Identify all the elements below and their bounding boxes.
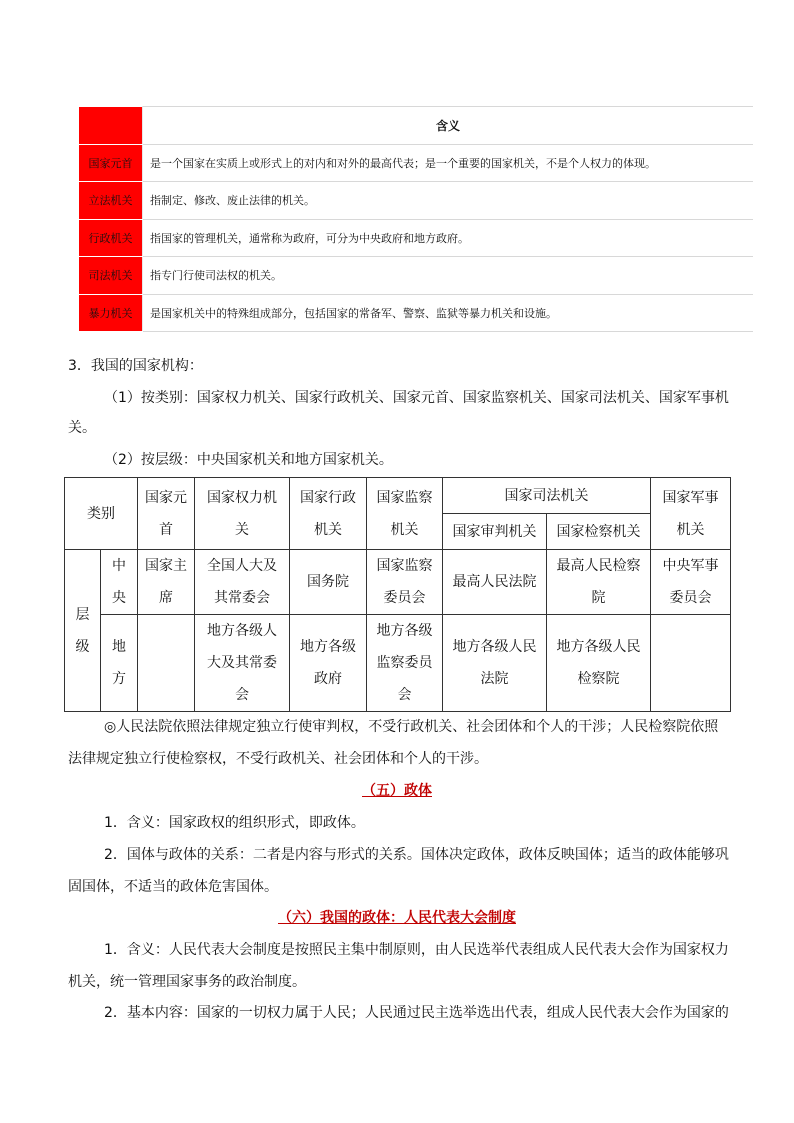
table-row [79,182,753,220]
section-6-p2: 2．基本内容：国家的一切权力属于人民；人民通过民主选举选出代表，组成人民代表大会作为国家的 [104,1005,729,1021]
table-header-row [79,107,753,145]
header-power-organ: 国家权力机 关 [195,478,290,550]
definition-cell: 是一个国家在实质上或形式上的对内和对外的最高代表；是一个重要的国家机关，不是个人权力的体现。 [143,144,754,182]
term-cell: 行政机关 [79,219,143,257]
central-court-cell: 最高人民法院 [443,550,547,615]
paragraph-3-2: （2）按层级：中央国家机关和地方国家机关。 [104,452,393,468]
table-row [79,144,753,182]
definition-cell: 指专门行使司法权的机关。 [143,257,754,295]
section-5-p2b: 固国体，不适当的政体危害国体。 [68,879,278,895]
header-head-of-state: 国家元 首 [138,478,195,550]
header-category: 类别 [65,478,138,550]
local-military-cell [651,615,731,712]
term-cell: 立法机关 [79,182,143,220]
central-admin-cell: 国务院 [290,550,367,615]
section-5-p2a: 2．国体与政体的关系：二者是内容与形式的关系。国体决定政体，政体反映国体；适当的政体能够巩 [104,847,729,863]
paragraph-3-1a: （1）按类别：国家权力机关、国家行政机关、国家元首、国家监察机关、国家司法机关、国家军事机 [104,390,729,406]
central-label: 中 央 [101,550,138,615]
paragraph-3: 3．我国的国家机构： [68,358,203,374]
local-admin-cell: 地方各级 政府 [290,615,367,712]
section-6-p1a: 1．含义：人民代表大会制度是按照民主集中制原则，由人民选举代表组成人民代表大会作为国家权力 [104,942,729,958]
organ-definition-table [79,106,753,332]
state-organs-table [64,477,731,712]
header-court: 国家审判机关 [443,514,547,550]
section-5-title: （五）政体 [362,783,432,799]
header-judicial-organ: 国家司法机关 [443,478,651,514]
header-supervision-organ: 国家监察 机关 [367,478,443,550]
paragraph-3-1b: 关。 [68,420,96,436]
definition-cell: 是国家机关中的特殊组成部分，包括国家的常备军、警察、监狱等暴力机关和设施。 [143,294,754,332]
central-head-cell: 国家主 席 [138,550,195,615]
definition-cell: 指制定、修改、废止法律的机关。 [143,182,754,220]
header-procuratorate: 国家检察机关 [547,514,651,550]
note-line-1: ◎人民法院依照法律规定独立行使审判权，不受行政机关、社会团体和个人的干涉；人民检察院依照 [104,719,719,735]
definition-cell: 指国家的管理机关，通常称为政府，可分为中央政府和地方政府。 [143,219,754,257]
central-military-cell: 中央军事 委员会 [651,550,731,615]
term-cell: 司法机关 [79,257,143,295]
section-6-title: （六）我国的政体：人民代表大会制度 [278,910,516,926]
local-supervision-cell: 地方各级 监察委员 会 [367,615,443,712]
header-blank-cell [79,107,143,145]
local-power-cell: 地方各级人 大及其常委 会 [195,615,290,712]
table-row [79,219,753,257]
central-power-cell: 全国人大及 其常委会 [195,550,290,615]
note-line-2: 法律规定独立行使检察权，不受行政机关、社会团体和个人的干涉。 [68,751,488,767]
term-cell: 国家元首 [79,144,143,182]
level-label: 层 级 [65,550,101,712]
local-head-cell [138,615,195,712]
term-cell: 暴力机关 [79,294,143,332]
section-5-p1: 1．含义：国家政权的组织形式，即政体。 [104,815,365,831]
local-procuratorate-cell: 地方各级人民 检察院 [547,615,651,712]
central-supervision-cell: 国家监察 委员会 [367,550,443,615]
header-military-organ: 国家军事 机关 [651,478,731,550]
central-procuratorate-cell: 最高人民检察 院 [547,550,651,615]
local-label: 地 方 [101,615,138,712]
section-6-p1b: 机关，统一管理国家事务的政治制度。 [68,974,306,990]
table-row [79,294,753,332]
local-court-cell: 地方各级人民 法院 [443,615,547,712]
table-row [79,257,753,295]
header-admin-organ: 国家行政 机关 [290,478,367,550]
header-meaning: 含义 [143,107,754,145]
